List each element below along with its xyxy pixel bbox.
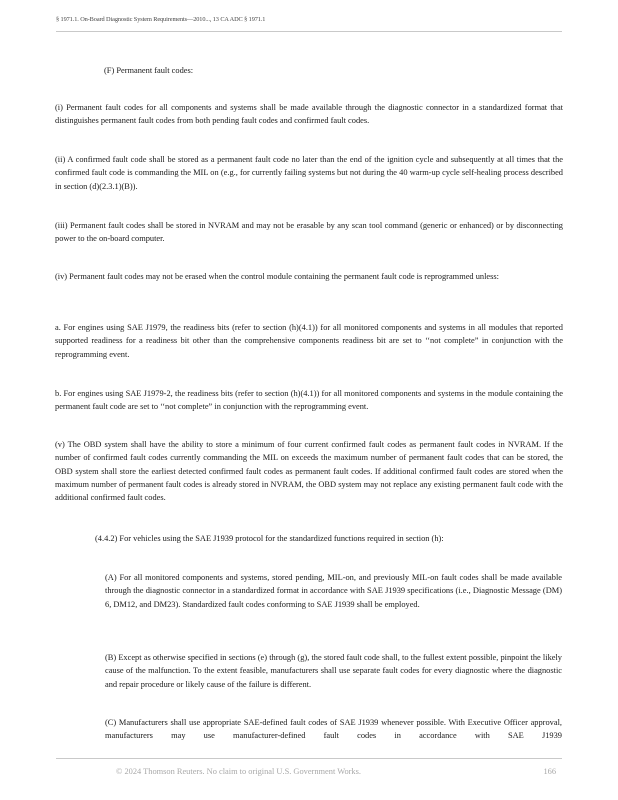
- running-header: § 1971.1. On-Board Diagnostic System Requirements—2010..., 13 CA ADC § 1971.1: [56, 16, 562, 32]
- paragraph-A: (A) For all monitored components and systems, stored pending, MIL-on, and previously MIL-on fault codes shall be made available through the diagnostic connector in a standardized format in accordance with SAE J1939 specifications (i.e., Diagnostic Message (DM) 6, DM12, and DM23). Standardized fault codes conforming to SAE J1939 shall be employed.: [105, 573, 562, 609]
- copyright-notice: © 2024 Thomson Reuters. No claim to original U.S. Government Works.: [116, 767, 361, 776]
- page-footer: [56, 758, 562, 783]
- paragraph-b: b. For engines using SAE J1979-2, the readiness bits (refer to section (h)(4.1)) for all monitored components and systems in the module containing the permanent fault code are set to ‘‘not complete” in conjunction with the reprogramming event.: [55, 389, 563, 412]
- paragraph-C: (C) Manufacturers shall use appropriate SAE-defined fault codes of SAE J1939 whenever possible. With Executive Officer approval, manufacturers may use manufacturer-defined fault codes in accordance with SAE J1939: [105, 718, 562, 741]
- paragraph-iv: (iv) Permanent fault codes may not be erased when the control module containing the permanent fault code is reprogrammed unless:: [55, 272, 499, 281]
- paragraph-v: (v) The OBD system shall have the ability to store a minimum of four current confirmed fault codes as permanent fault codes in NVRAM. If the number of confirmed fault codes currently commanding the MIL on exceeds the maximum number of permanent fault codes that can be stored, the OBD system shall store the earliest detected confirmed fault codes as permanent fault codes. If additional confirmed fault codes are stored when the maximum number of permanent fault codes is already stored in NVRAM, the OBD system may not replace any existing permanent fault code with the additional confirmed fault codes.: [55, 440, 563, 503]
- section-heading-permanent-fault-codes: (F) Permanent fault codes:: [104, 66, 194, 75]
- paragraph-iii: (iii) Permanent fault codes shall be stored in NVRAM and may not be erasable by any scan tool command (generic or enhanced) or by disconnecting power to the on-board computer.: [55, 221, 563, 244]
- section-4-4-2: (4.4.2) For vehicles using the SAE J1939 protocol for the standardized functions required in section (h):: [95, 534, 444, 543]
- paragraph-i: (i) Permanent fault codes for all components and systems shall be made available through the diagnostic connector in a standardized format that distinguishes permanent fault codes from both pending fault codes and confirmed fault codes.: [55, 103, 563, 126]
- page-number: 166: [543, 767, 556, 776]
- paragraph-ii: (ii) A confirmed fault code shall be stored as a permanent fault code no later than the end of the ignition cycle and subsequently at all times that the confirmed fault code is commanding the MIL on (e.g., for currently failing systems but not during the 40 warm-up cycle self-healing process described in section (d)(2.3.1)(B)).: [55, 155, 563, 191]
- paragraph-B: (B) Except as otherwise specified in sections (e) through (g), the stored fault code shall, to the fullest extent possible, pinpoint the likely cause of the malfunction. To the extent feasible, manufacturers shall use separate fault codes for every diagnostic where the diagnostic and repair procedure or likely cause of the failure is different.: [105, 653, 562, 689]
- paragraph-a: a. For engines using SAE J1979, the readiness bits (refer to section (h)(4.1)) for all monitored components and systems in all modules that reported supported readiness for a readiness bit other than the comprehensive components readiness bit are set to ‘‘not complete” in conjunction with the reprogramming event.: [55, 323, 563, 359]
